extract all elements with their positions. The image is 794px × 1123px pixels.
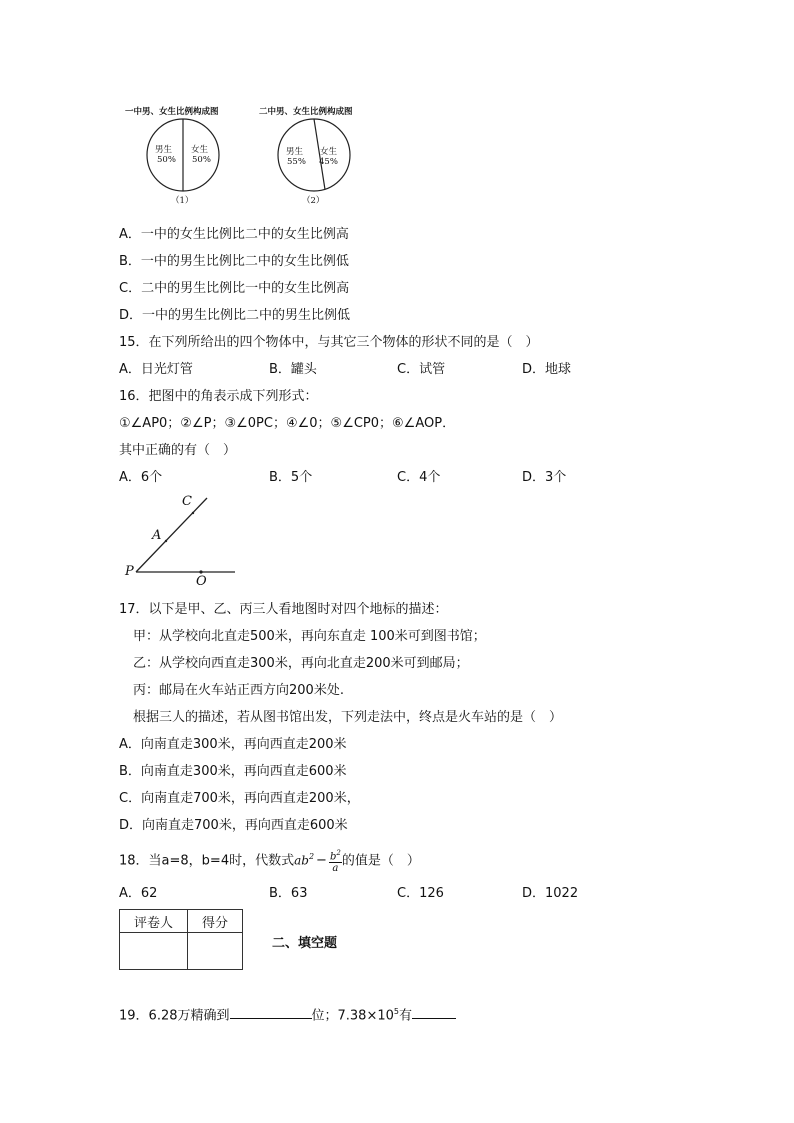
- q16-angle-figure: [119, 490, 249, 590]
- q15-stem: 15．在下列所给出的四个物体中，与其它三个物体的形状不同的是（ ）: [119, 335, 539, 350]
- pie-left-caption: （1）: [171, 196, 194, 206]
- q17-question: 根据三人的描述，若从图书馆出发，下列走法中，终点是火车站的是（ ）: [133, 710, 563, 725]
- q16-option-d: D．3个: [522, 470, 567, 485]
- q18-frac-num-exp: 2: [336, 848, 341, 857]
- q16-question: 其中正确的有（ ）: [119, 443, 237, 458]
- q19-part1: 19．6.28万精确到: [119, 1008, 230, 1024]
- q17-desc-jia: 甲：从学校向北直走500米，再向东直走 100米可到图书馆；: [133, 629, 486, 644]
- score-table-header: [120, 910, 243, 933]
- q18-stem: [119, 844, 420, 874]
- label-o: O: [196, 574, 207, 589]
- pie-right-boy-label: 男生: [286, 147, 304, 157]
- pie-left-girl-label: 女生: [191, 145, 209, 155]
- q15-option-a: A．日光灯管: [119, 362, 193, 377]
- pie-right-girl-label: 女生: [320, 147, 338, 157]
- q19-exp: 5: [393, 1007, 399, 1016]
- q14-option-b: B．一中的男生比例比二中的女生比例低: [119, 254, 349, 269]
- label-p: P: [125, 564, 134, 579]
- q16-option-a: A．6个: [119, 470, 163, 485]
- q19-part2: 位；7.38×10: [311, 1008, 394, 1024]
- pie-left-title: 一中男、女生比例构成图: [125, 107, 219, 117]
- section-title: 二、填空题: [272, 936, 338, 951]
- label-c: C: [182, 494, 192, 509]
- score-table-row: [120, 933, 243, 970]
- q15-option-b: B．罐头: [269, 362, 317, 377]
- q18-stem-prefix: 18．当a=8，b=4时，代数式: [119, 853, 295, 869]
- q14-figure: [119, 100, 379, 210]
- pie-right-title: 二中男、女生比例构成图: [259, 107, 353, 117]
- q15-option-c: C．试管: [397, 362, 446, 377]
- label-a: A: [152, 528, 162, 543]
- q18-frac-num-var: b: [329, 850, 337, 862]
- q17-option-a: A．向南直走300米，再向西直走200米: [119, 737, 347, 752]
- score-table: [119, 909, 243, 970]
- q14-option-c: C．二中的男生比例比一中的女生比例高: [119, 281, 350, 296]
- q19-part3: 有: [398, 1008, 412, 1024]
- q17-desc-yi: 乙：从学校向西直走300米，再向北直走200米可到邮局；: [133, 656, 469, 671]
- pie-right-girl-value: 45%: [319, 157, 338, 167]
- q18-minus: −: [316, 853, 327, 869]
- q18-option-d: D．1022: [522, 886, 579, 901]
- q16-stem: 16．把图中的角表示成下列形式：: [119, 389, 318, 404]
- q18-frac-den: a: [332, 862, 339, 874]
- q17-option-c: C．向南直走700米，再向西直走200米，: [119, 791, 360, 806]
- q14-option-a: A．一中的女生比例比二中的女生比例高: [119, 227, 349, 242]
- pie-right-caption: （2）: [302, 196, 325, 206]
- q17-option-d: D．向南直走700米，再向西直走600米: [119, 818, 348, 833]
- pie-right-boy-value: 55%: [287, 157, 306, 167]
- q17-option-b: B．向南直走300米，再向西直走600米: [119, 764, 347, 779]
- q18-expr-exp: 2: [308, 852, 315, 861]
- q16-forms: ①∠AP0；②∠P；③∠0PC；④∠0；⑤∠CP0；⑥∠AOP．: [119, 416, 456, 431]
- q19-blank-2[interactable]: [412, 1005, 456, 1019]
- score-table-cell2[interactable]: [188, 933, 243, 970]
- score-table-col1: 评卷人: [120, 910, 188, 933]
- point-c: [192, 512, 194, 514]
- point-a: [165, 540, 167, 542]
- pie-left-girl-value: 50%: [192, 155, 211, 165]
- q18-option-b: B．63: [269, 886, 308, 901]
- q18-stem-suffix: 的值是（ ）: [341, 853, 420, 869]
- q18-frac-num: [329, 848, 342, 863]
- q18-expr-term: ab: [294, 853, 309, 868]
- pie-left-boy-value: 50%: [157, 155, 176, 165]
- q17-stem: 17．以下是甲、乙、丙三人看地图时对四个地标的描述：: [119, 602, 448, 617]
- q18-option-c: C．126: [397, 886, 444, 901]
- pie-left-boy-label: 男生: [155, 145, 173, 155]
- q18-option-a: A．62: [119, 886, 158, 901]
- q15-option-d: D．地球: [522, 362, 572, 377]
- score-table-col2: 得分: [188, 910, 243, 933]
- q16-option-c: C．4个: [397, 470, 441, 485]
- ray-pc: [136, 498, 207, 572]
- q16-option-b: B．5个: [269, 470, 313, 485]
- q14-option-d: D．一中的男生比例比二中的男生比例低: [119, 308, 351, 323]
- q17-desc-bing: 丙：邮局在火车站正西方向200米处.: [133, 683, 344, 698]
- q19-line: [119, 1003, 456, 1025]
- q18-fraction: [329, 848, 342, 874]
- q19-blank-1[interactable]: [230, 1005, 312, 1019]
- score-table-cell1[interactable]: [120, 933, 188, 970]
